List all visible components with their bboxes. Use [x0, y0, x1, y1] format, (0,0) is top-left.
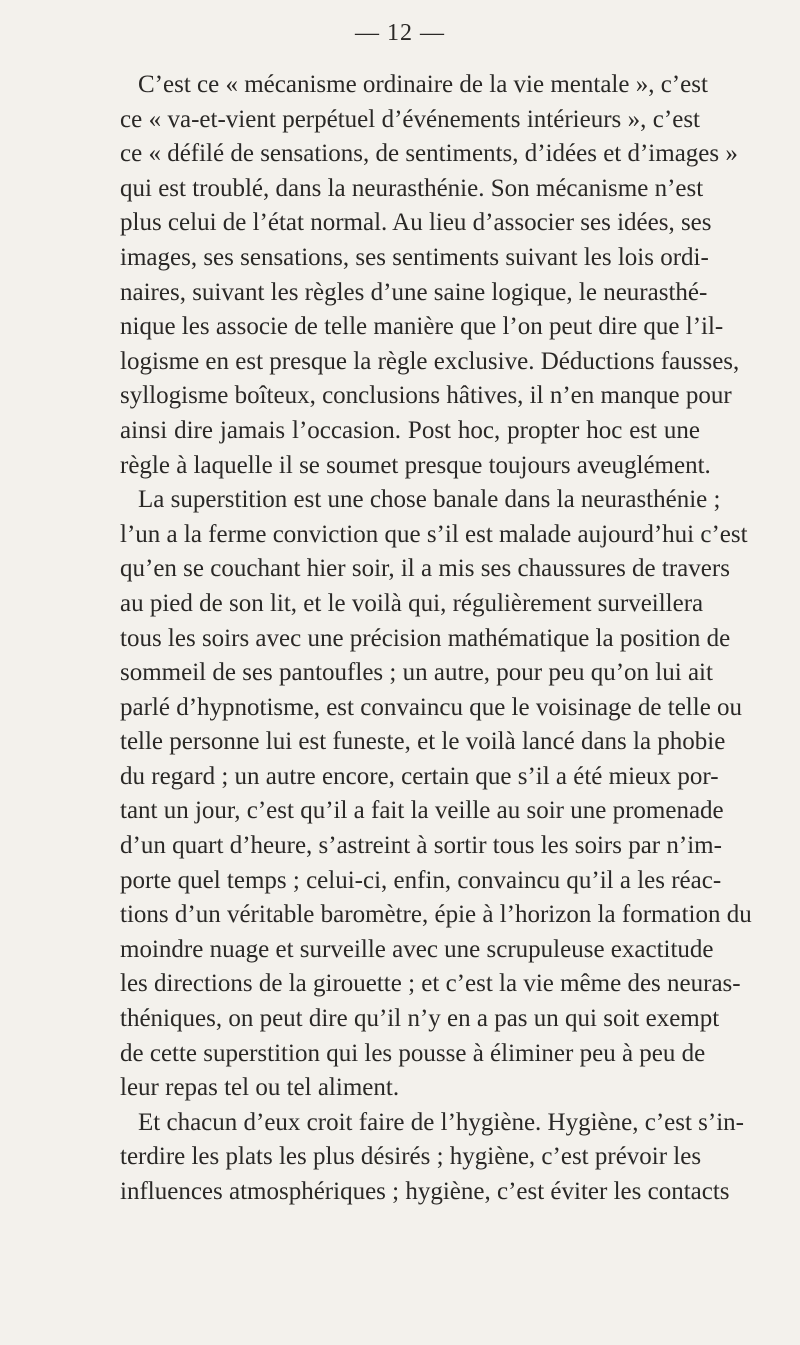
text-line: d’un quart d’heure, s’astreint à sortir tous les soirs par n’im-: [120, 832, 722, 860]
text-line: de cette superstition qui les pousse à éliminer peu à peu de: [120, 1039, 706, 1067]
text-line: La superstition est une chose banale dans la neurasthénie ;: [138, 486, 721, 514]
text-line: tions d’un véritable baromètre, épie à l’horizon la formation du: [120, 901, 752, 929]
page-number: — 12 —: [355, 20, 445, 46]
text-line: ainsi dire jamais l’occasion. Post hoc, propter hoc est une: [120, 416, 700, 444]
text-line: ce « va-et-vient perpétuel d’événements intérieurs », c’est: [120, 105, 700, 133]
text-line: telle personne lui est funeste, et le voilà lancé dans la phobie: [120, 728, 726, 756]
text-line: images, ses sensations, ses sentiments suivant les lois ordi-: [120, 243, 709, 271]
text-line: C’est ce « mécanisme ordinaire de la vie mentale », c’est: [138, 71, 708, 98]
text-line: sommeil de ses pantoufles ; un autre, pour peu qu’on lui ait: [120, 659, 713, 687]
text-line: du regard ; un autre encore, certain que s’il a été mieux por-: [120, 762, 719, 790]
text-line: porte quel temps ; celui-ci, enfin, convaincu qu’il a les réac-: [120, 866, 722, 894]
text-line: l’un a la ferme conviction que s’il est malade aujourd’hui c’est: [120, 520, 748, 548]
text-line: naires, suivant les règles d’une saine logique, le neurasthé-: [120, 278, 708, 306]
text-line: règle à laquelle il se soumet presque toujours aveuglément.: [120, 451, 711, 479]
text-line: influences atmosphériques ; hygiène, c’est éviter les contacts: [120, 1178, 730, 1205]
text-line: plus celui de l’état normal. Au lieu d’associer ses idées, ses: [120, 209, 712, 237]
text-line: Et chacun d’eux croit faire de l’hygiène. Hygiène, c’est s’in-: [138, 1108, 744, 1136]
text-line: les directions de la girouette ; et c’est la vie même des neuras-: [120, 970, 741, 998]
text-line: tous les soirs avec une précision mathématique la position de: [120, 624, 731, 652]
text-line: parlé d’hypnotisme, est convaincu que le voisinage de telle ou: [120, 693, 743, 721]
text-line: ce « défilé de sensations, de sentiments, d’idées et d’images »: [120, 140, 738, 168]
text-line: syllogisme boîteux, conclusions hâtives, il n’en manque pour: [120, 382, 732, 410]
text-line: qu’en se couchant hier soir, il a mis ses chaussures de travers: [120, 555, 730, 583]
body-text: [120, 68, 752, 1210]
text-line: leur repas tel ou tel aliment.: [120, 1074, 400, 1102]
text-line: logisme en est presque la règle exclusive. Déductions fausses,: [120, 347, 740, 375]
text-line: moindre nuage et surveille avec une scrupuleuse exactitude: [120, 935, 714, 963]
text-line: au pied de son lit, et le voilà qui, régulièrement surveillera: [120, 589, 704, 617]
text-line: tant un jour, c’est qu’il a fait la veille au soir une promenade: [120, 797, 724, 825]
text-line: nique les associe de telle manière que l’on peut dire que l’il-: [120, 313, 724, 341]
text-line: théniques, on peut dire qu’il n’y en a pas un qui soit exempt: [120, 1005, 720, 1033]
text-line: terdire les plats les plus désirés ; hygiène, c’est prévoir les: [120, 1143, 702, 1171]
text-line: qui est troublé, dans la neurasthénie. Son mécanisme n’est: [120, 174, 704, 202]
